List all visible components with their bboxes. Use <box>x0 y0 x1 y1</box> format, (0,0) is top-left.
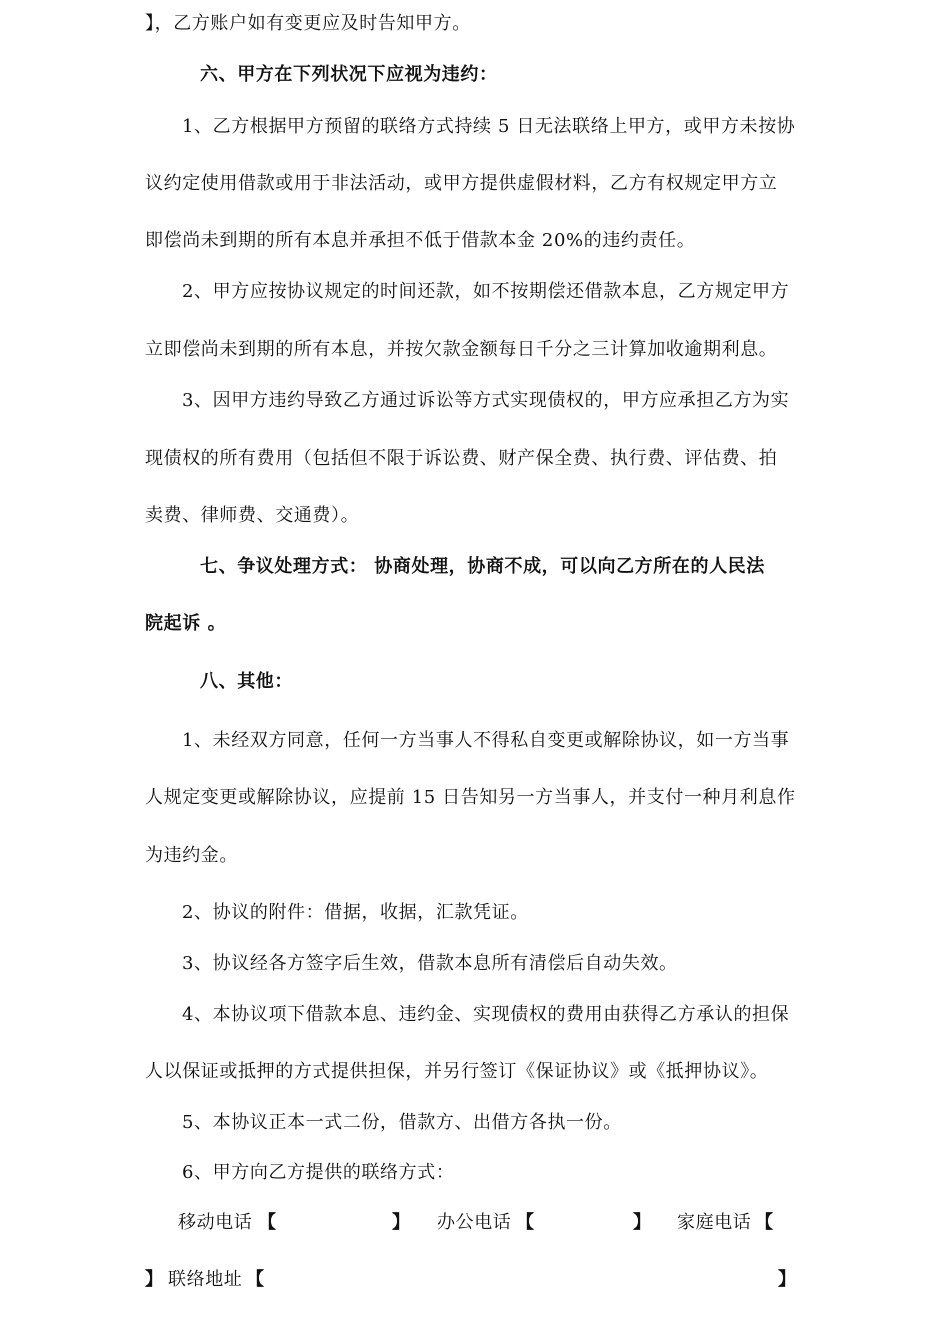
mobile-phone-open-bracket: 【 <box>258 1212 277 1233</box>
text-line: 院起诉 。 <box>145 613 227 634</box>
text-line: 卖费、律师费、交通费）。 <box>145 505 360 526</box>
text-line: 即偿尚未到期的所有本息并承担不低于借款本金 20%的违约责任。 <box>145 230 696 251</box>
address-open-bracket: 【 <box>246 1269 265 1290</box>
office-phone-open-bracket: 【 <box>516 1212 535 1233</box>
section-heading-6: 六、甲方在下列状况下应视为违约： <box>200 64 498 85</box>
address-label: 联络地址 <box>168 1269 243 1290</box>
text-line: 3、协议经各方签字后生效，借款本息所有清偿后自动失效。 <box>182 953 678 974</box>
text-line: 4、本协议项下借款本息、违约金、实现债权的费用由获得乙方承认的担保 <box>182 1004 790 1025</box>
section-heading-7: 七、争议处理方式： 协商处理，协商不成，可以向乙方所在的人民法 <box>200 556 765 577</box>
text-line: 3、因甲方违约导致乙方通过诉讼等方式实现债权的，甲方应承担乙方为实 <box>182 390 790 411</box>
home-phone-close-bracket: 】 <box>145 1269 164 1290</box>
text-line: 议约定使用借款或用于非法活动，或甲方提供虚假材料，乙方有权规定甲方立 <box>145 173 778 194</box>
office-phone-close-bracket: 】 <box>633 1212 652 1233</box>
text-line: 2、甲方应按协议规定的时间还款，如不按期偿还借款本息，乙方规定甲方 <box>182 281 790 302</box>
text-line: 为违约金。 <box>145 845 238 866</box>
text-line: 6、甲方向乙方提供的联络方式： <box>182 1162 455 1183</box>
text-line: 现债权的所有费用（包括但不限于诉讼费、财产保全费、执行费、评估费、拍 <box>145 448 778 469</box>
text-line: 1、未经双方同意，任何一方当事人不得私自变更或解除协议，如一方当事 <box>182 730 790 751</box>
address-close-bracket: 】 <box>778 1269 797 1290</box>
section-heading-8: 八、其他： <box>200 671 293 692</box>
home-phone-open-bracket: 【 <box>755 1212 774 1233</box>
text-line: 2、协议的附件：借据，收据，汇款凭证。 <box>182 902 529 923</box>
text-line: 】，乙方账户如有变更应及时告知甲方。 <box>145 13 471 34</box>
mobile-phone-close-bracket: 】 <box>392 1212 411 1233</box>
text-line: 立即偿尚未到期的所有本息，并按欠款金额每日千分之三计算加收逾期利息。 <box>145 339 778 360</box>
text-line: 人规定变更或解除协议，应提前 15 日告知另一方当事人，并支付一种月利息作 <box>145 787 796 808</box>
text-line: 1、乙方根据甲方预留的联络方式持续 5 日无法联络上甲方，或甲方未按协 <box>182 116 796 137</box>
text-line: 人以保证或抵押的方式提供担保，并另行签订《保证协议》或《抵押协议》。 <box>145 1061 769 1082</box>
office-phone-label: 办公电话 <box>437 1212 512 1233</box>
mobile-phone-label: 移动电话 <box>178 1212 253 1233</box>
text-line: 5、本协议正本一式二份，借款方、出借方各执一份。 <box>182 1112 622 1133</box>
home-phone-label: 家庭电话 <box>677 1212 752 1233</box>
